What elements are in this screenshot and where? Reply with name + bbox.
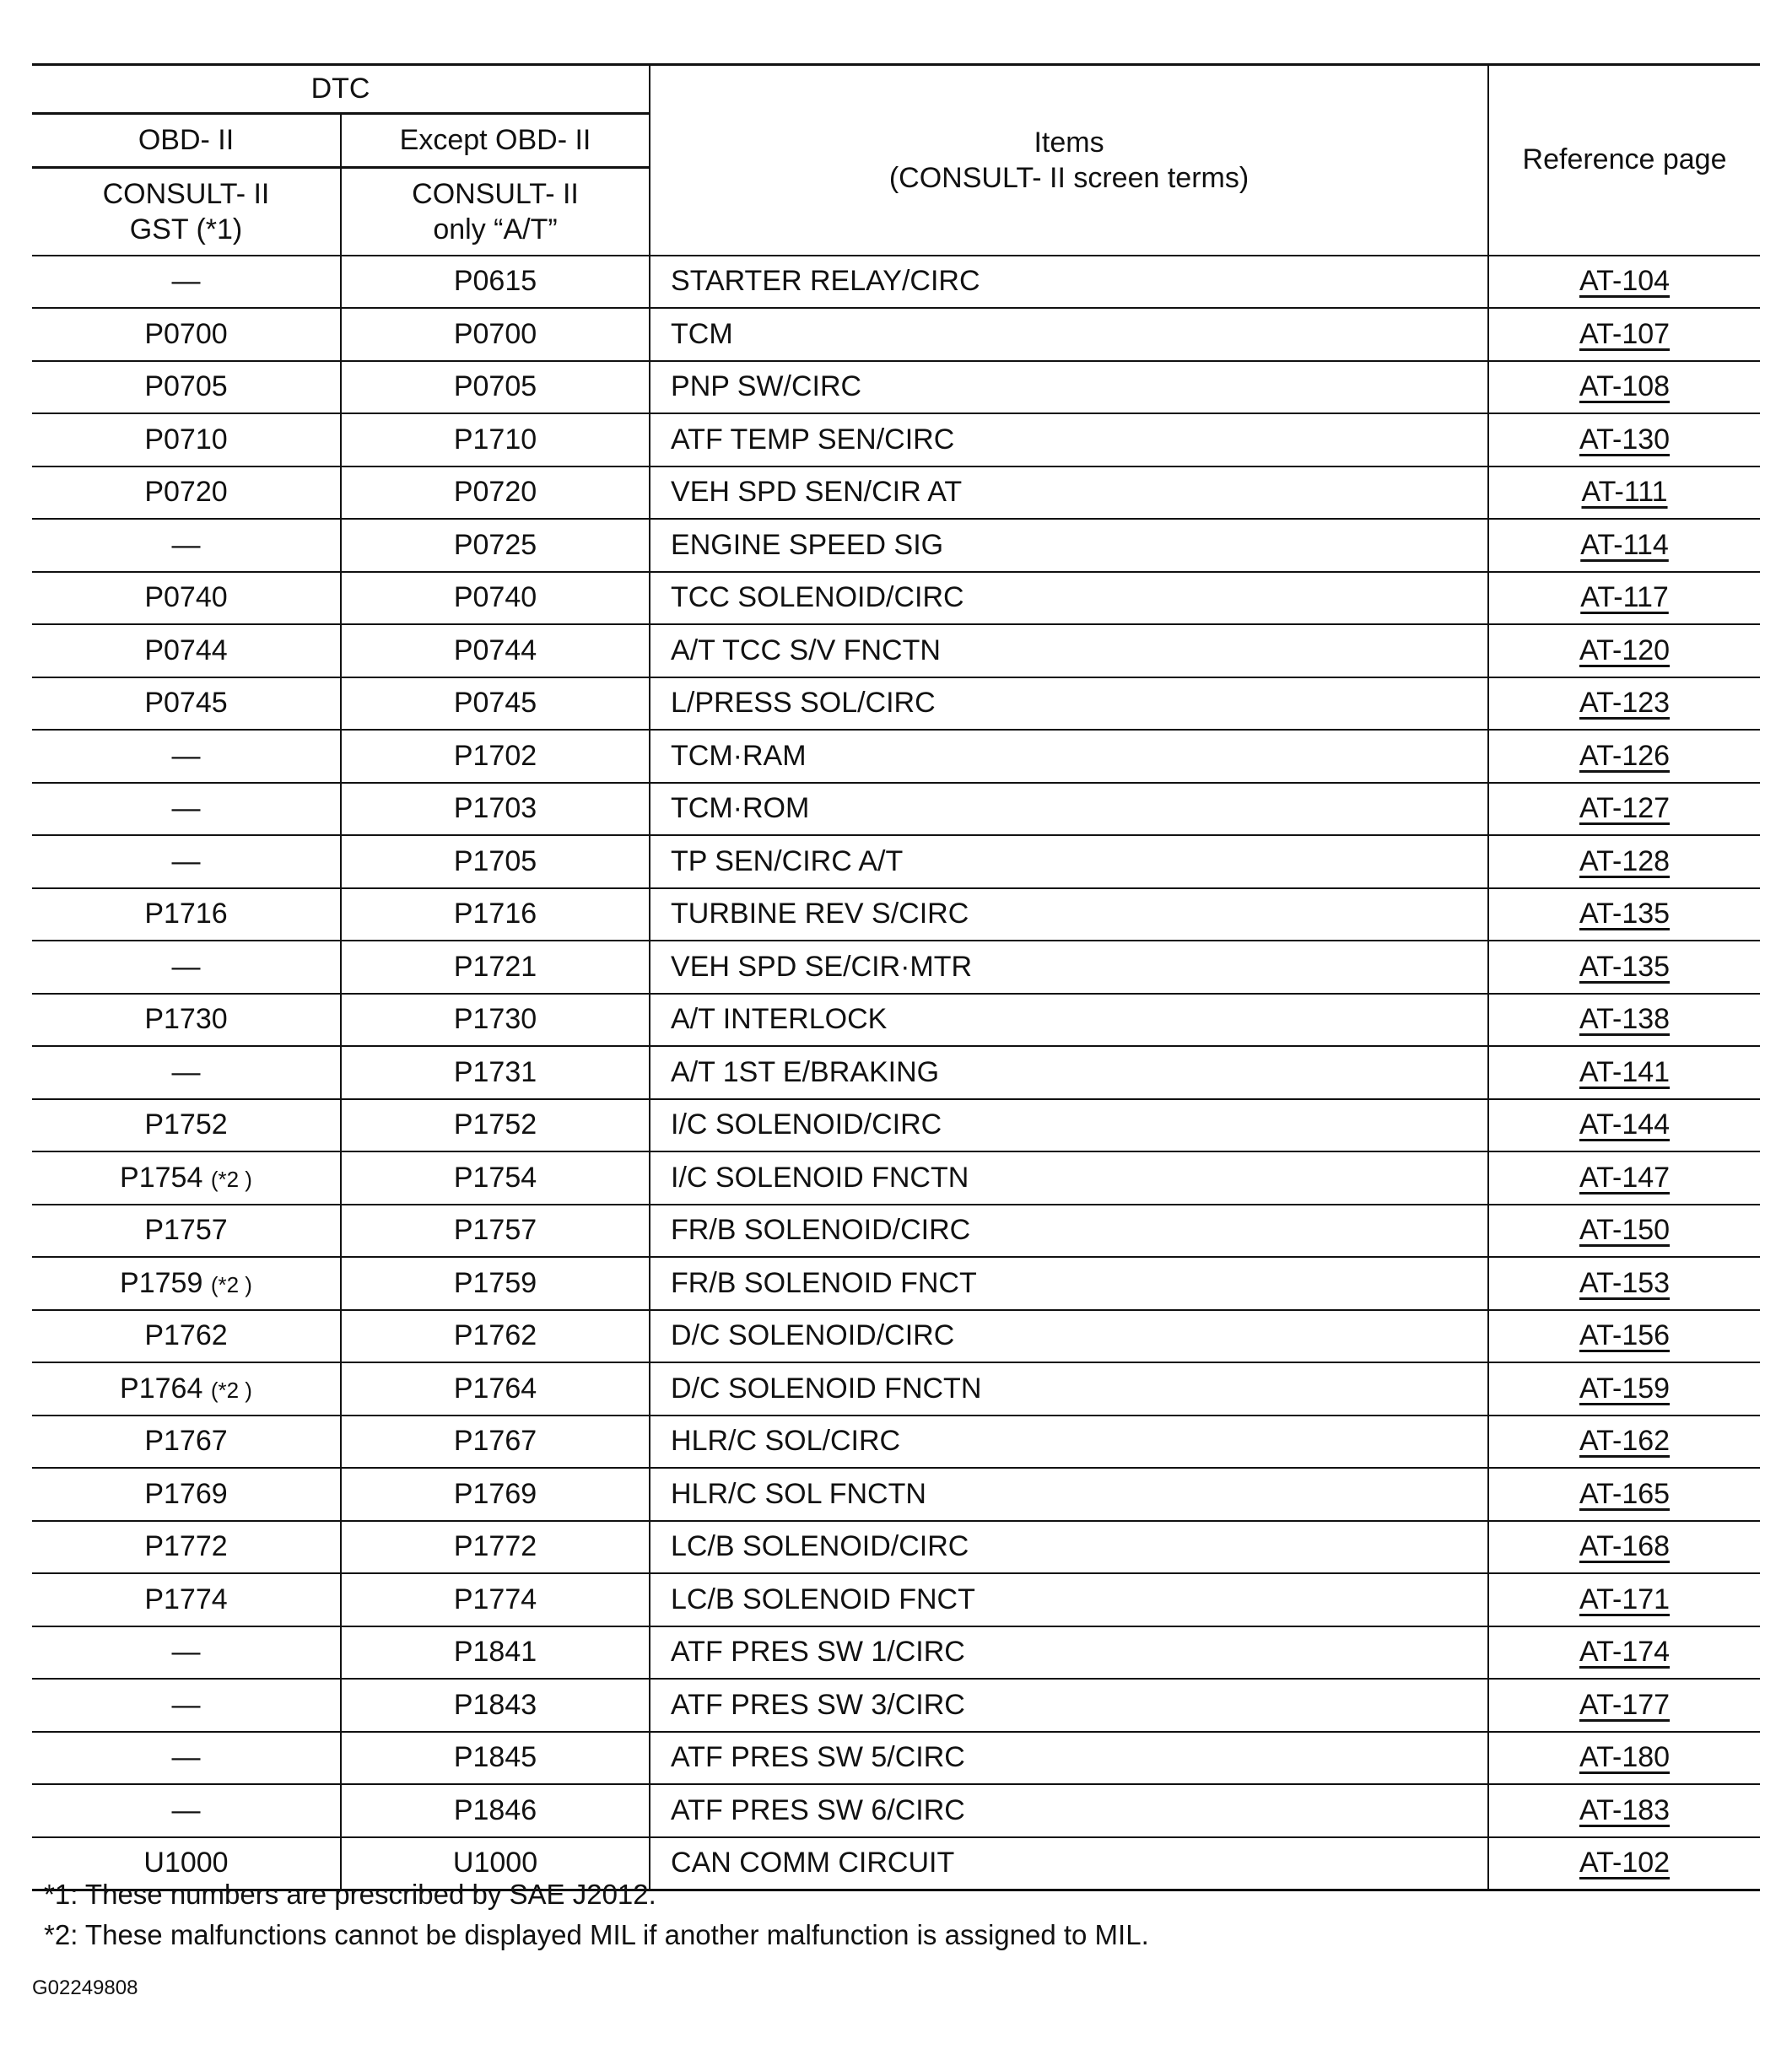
table-row (32, 677, 1760, 731)
item-cell: ENGINE SPEED SIG (650, 519, 1488, 572)
table-row (32, 1679, 1760, 1732)
item-cell: I/C SOLENOID/CIRC (650, 1099, 1488, 1152)
except-obd2-header: Except OBD- II (341, 114, 650, 168)
reference-link[interactable]: AT-123 (1579, 687, 1671, 720)
reference-cell (1488, 677, 1760, 731)
obd2-code: P1772 (144, 1530, 228, 1563)
consult-code-cell: P1716 (341, 888, 650, 941)
reference-cell (1488, 1784, 1760, 1837)
consult-only-line2: only “A/T” (433, 213, 558, 245)
obd2-code: — (171, 844, 201, 877)
reference-link[interactable]: AT-135 (1579, 950, 1671, 983)
reference-cell (1488, 783, 1760, 836)
obd2-code-cell (32, 1257, 341, 1310)
table-row (32, 1573, 1760, 1626)
item-cell: TCC SOLENOID/CIRC (650, 572, 1488, 625)
obd2-code-cell (32, 519, 341, 572)
item-cell: A/T INTERLOCK (650, 994, 1488, 1047)
table-row (32, 1099, 1760, 1152)
table-row (32, 1046, 1760, 1099)
table-header (32, 65, 1760, 256)
obd2-code: P0700 (144, 317, 228, 350)
reference-link[interactable]: AT-171 (1579, 1583, 1671, 1615)
table-row (32, 1362, 1760, 1416)
consult-code-cell: P0740 (341, 572, 650, 625)
item-cell: TP SEN/CIRC A/T (650, 835, 1488, 888)
obd2-code: — (171, 528, 201, 561)
obd2-code-cell (32, 1626, 341, 1680)
reference-cell (1488, 572, 1760, 625)
obd2-code-cell (32, 361, 341, 414)
reference-link[interactable]: AT-144 (1579, 1108, 1671, 1141)
reference-cell (1488, 1837, 1760, 1890)
reference-link[interactable]: AT-128 (1579, 844, 1671, 877)
reference-cell (1488, 888, 1760, 941)
obd2-code: U1000 (143, 1847, 229, 1879)
consult-gst-header (32, 168, 341, 256)
item-cell: LC/B SOLENOID FNCT (650, 1573, 1488, 1626)
reference-link[interactable]: AT-174 (1579, 1636, 1671, 1669)
obd2-code-cell (32, 730, 341, 783)
item-cell: TURBINE REV S/CIRC (650, 888, 1488, 941)
item-cell: HLR/C SOL/CIRC (650, 1416, 1488, 1469)
table-row (32, 1521, 1760, 1574)
item-cell: ATF PRES SW 3/CIRC (650, 1679, 1488, 1732)
consult-code-cell: U1000 (341, 1837, 650, 1890)
obd2-code-cell (32, 1784, 341, 1837)
obd2-code: — (171, 792, 201, 825)
obd2-code-cell (32, 835, 341, 888)
item-cell: HLR/C SOL FNCTN (650, 1468, 1488, 1521)
obd2-code-cell (32, 783, 341, 836)
footnote-marker: (*2 ) (210, 1271, 252, 1297)
reference-link[interactable]: AT-147 (1579, 1161, 1671, 1194)
reference-link[interactable]: AT-153 (1579, 1266, 1671, 1299)
obd2-code: P1759 (120, 1266, 203, 1299)
consult-code-cell: P0725 (341, 519, 650, 572)
consult-code-cell: P1759 (341, 1257, 650, 1310)
consult-code-cell: P0720 (341, 466, 650, 520)
obd2-code: P0710 (144, 423, 228, 456)
obd2-code: P0745 (144, 687, 228, 720)
reference-cell (1488, 1046, 1760, 1099)
items-header (650, 65, 1488, 256)
obd2-code-cell (32, 677, 341, 731)
reference-link[interactable]: AT-117 (1580, 581, 1669, 614)
consult-only-line1: CONSULT- II (412, 177, 579, 210)
reference-link[interactable]: AT-180 (1579, 1741, 1671, 1774)
item-cell: L/PRESS SOL/CIRC (650, 677, 1488, 731)
reference-link[interactable]: AT-150 (1579, 1214, 1671, 1247)
consult-code-cell: P0615 (341, 256, 650, 309)
obd2-code: P0744 (144, 634, 228, 666)
consult-gst-line2: GST (*1) (129, 213, 243, 245)
reference-link[interactable]: AT-130 (1579, 423, 1671, 456)
consult-code-cell: P1731 (341, 1046, 650, 1099)
reference-link[interactable]: AT-127 (1579, 792, 1671, 825)
table-row (32, 256, 1760, 309)
reference-cell (1488, 994, 1760, 1047)
table-row (32, 730, 1760, 783)
item-cell: I/C SOLENOID FNCTN (650, 1151, 1488, 1205)
reference-cell (1488, 308, 1760, 361)
consult-code-cell: P1757 (341, 1205, 650, 1258)
obd2-code: P0740 (144, 581, 228, 614)
table-row (32, 1205, 1760, 1258)
table-row (32, 888, 1760, 941)
reference-cell (1488, 1310, 1760, 1363)
table-row (32, 941, 1760, 994)
reference-link[interactable]: AT-159 (1579, 1372, 1671, 1405)
reference-link[interactable]: AT-135 (1579, 898, 1671, 930)
obd2-code-cell (32, 1468, 341, 1521)
reference-link[interactable]: AT-126 (1579, 739, 1671, 772)
table-row (32, 308, 1760, 361)
figure-id: G02249808 (32, 1976, 138, 1999)
obd2-code: P1754 (120, 1161, 203, 1194)
reference-cell (1488, 1573, 1760, 1626)
item-cell: D/C SOLENOID/CIRC (650, 1310, 1488, 1363)
reference-link[interactable]: AT-168 (1579, 1530, 1671, 1563)
reference-cell (1488, 835, 1760, 888)
reference-cell (1488, 1679, 1760, 1732)
obd2-code-cell (32, 466, 341, 520)
consult-code-cell: P1762 (341, 1310, 650, 1363)
dtc-header: DTC (32, 65, 650, 114)
reference-header: Reference page (1488, 65, 1760, 256)
consult-code-cell: P1845 (341, 1732, 650, 1785)
reference-link[interactable]: AT-156 (1579, 1319, 1671, 1352)
reference-link[interactable]: AT-138 (1579, 1003, 1671, 1036)
footnotes (44, 1874, 1149, 1955)
reference-cell (1488, 256, 1760, 309)
table-row (32, 1468, 1760, 1521)
obd2-code: — (171, 739, 201, 772)
reference-link[interactable]: AT-108 (1579, 370, 1671, 403)
obd2-code-cell (32, 1205, 341, 1258)
item-cell: ATF PRES SW 5/CIRC (650, 1732, 1488, 1785)
reference-link[interactable]: AT-141 (1579, 1055, 1671, 1088)
reference-link[interactable]: AT-111 (1581, 476, 1668, 509)
reference-cell (1488, 519, 1760, 572)
reference-cell (1488, 1416, 1760, 1469)
items-header-line1: Items (1034, 126, 1104, 159)
obd2-code: P1757 (144, 1214, 228, 1247)
reference-cell (1488, 466, 1760, 520)
footnote-marker: (*2 ) (210, 1166, 252, 1192)
item-cell: FR/B SOLENOID FNCT (650, 1257, 1488, 1310)
item-cell: ATF PRES SW 1/CIRC (650, 1626, 1488, 1680)
reference-cell (1488, 1257, 1760, 1310)
obd2-code-cell (32, 256, 341, 309)
reference-cell (1488, 941, 1760, 994)
consult-code-cell: P1767 (341, 1416, 650, 1469)
table-row (32, 1310, 1760, 1363)
consult-code-cell: P1846 (341, 1784, 650, 1837)
obd2-code: — (171, 1793, 201, 1826)
reference-cell (1488, 1521, 1760, 1574)
consult-code-cell: P1705 (341, 835, 650, 888)
table-row (32, 572, 1760, 625)
consult-code-cell: P1752 (341, 1099, 650, 1152)
table-row (32, 783, 1760, 836)
consult-code-cell: P0700 (341, 308, 650, 361)
obd2-code-cell (32, 624, 341, 677)
item-cell: FR/B SOLENOID/CIRC (650, 1205, 1488, 1258)
reference-cell (1488, 1151, 1760, 1205)
obd2-code-cell (32, 1679, 341, 1732)
reference-link[interactable]: AT-120 (1579, 634, 1671, 666)
obd2-code: — (171, 265, 201, 298)
obd2-code: P1769 (144, 1477, 228, 1510)
item-cell: TCM·RAM (650, 730, 1488, 783)
table-row (32, 1151, 1760, 1205)
obd2-code-cell (32, 1099, 341, 1152)
table-row (32, 1732, 1760, 1785)
consult-code-cell: P1769 (341, 1468, 650, 1521)
reference-cell (1488, 1099, 1760, 1152)
item-cell: TCM (650, 308, 1488, 361)
item-cell: VEH SPD SE/CIR·MTR (650, 941, 1488, 994)
consult-code-cell: P1710 (341, 413, 650, 466)
obd2-code-cell (32, 888, 341, 941)
reference-cell (1488, 730, 1760, 783)
consult-code-cell: P1774 (341, 1573, 650, 1626)
reference-link[interactable]: AT-165 (1579, 1477, 1671, 1510)
table-row (32, 1784, 1760, 1837)
reference-cell (1488, 361, 1760, 414)
obd2-code-cell (32, 308, 341, 361)
item-cell: ATF TEMP SEN/CIRC (650, 413, 1488, 466)
reference-link[interactable]: AT-102 (1579, 1847, 1671, 1879)
obd2-code: — (171, 950, 201, 983)
obd2-code-cell (32, 1362, 341, 1416)
consult-code-cell: P1702 (341, 730, 650, 783)
obd2-code-cell (32, 1573, 341, 1626)
consult-code-cell: P1841 (341, 1626, 650, 1680)
obd2-code: P1764 (120, 1372, 203, 1405)
obd2-code: P1752 (144, 1108, 228, 1141)
obd2-code: P1774 (144, 1583, 228, 1615)
obd2-code-cell (32, 1310, 341, 1363)
reference-link[interactable]: AT-177 (1579, 1688, 1671, 1721)
consult-gst-line1: CONSULT- II (102, 177, 270, 210)
item-cell: VEH SPD SEN/CIR AT (650, 466, 1488, 520)
obd2-header: OBD- II (32, 114, 341, 168)
obd2-code-cell (32, 941, 341, 994)
obd2-code: P1730 (144, 1003, 228, 1036)
table-row (32, 1626, 1760, 1680)
consult-code-cell: P0745 (341, 677, 650, 731)
table-row (32, 994, 1760, 1047)
obd2-code: P1716 (144, 898, 228, 930)
item-cell: ATF PRES SW 6/CIRC (650, 1784, 1488, 1837)
obd2-code: — (171, 1055, 201, 1088)
footnote-2: *2: These malfunctions cannot be displayed MIL if another malfunction is assigned to MIL. (44, 1919, 1149, 1950)
consult-code-cell: P1721 (341, 941, 650, 994)
consult-code-cell: P1703 (341, 783, 650, 836)
reference-link[interactable]: AT-107 (1579, 317, 1671, 350)
table-row (32, 361, 1760, 414)
table-row (32, 624, 1760, 677)
footnote-marker: (*2 ) (210, 1377, 252, 1403)
reference-cell (1488, 624, 1760, 677)
obd2-code-cell (32, 1151, 341, 1205)
item-cell: STARTER RELAY/CIRC (650, 256, 1488, 309)
consult-only-header (341, 168, 650, 256)
obd2-code: — (171, 1636, 201, 1669)
dtc-table (32, 63, 1760, 1891)
table-row (32, 1257, 1760, 1310)
consult-code-cell: P1764 (341, 1362, 650, 1416)
table-row (32, 413, 1760, 466)
obd2-code: P0705 (144, 370, 228, 403)
item-cell: LC/B SOLENOID/CIRC (650, 1521, 1488, 1574)
reference-cell (1488, 1362, 1760, 1416)
reference-cell (1488, 413, 1760, 466)
obd2-code: P0720 (144, 476, 228, 509)
reference-cell (1488, 1205, 1760, 1258)
table-row (32, 835, 1760, 888)
obd2-code-cell (32, 413, 341, 466)
obd2-code: — (171, 1688, 201, 1721)
reference-link[interactable]: AT-104 (1579, 265, 1671, 298)
item-cell: TCM·ROM (650, 783, 1488, 836)
items-header-line2: (CONSULT- II screen terms) (888, 161, 1250, 194)
reference-link[interactable]: AT-183 (1579, 1793, 1671, 1826)
consult-code-cell: P1843 (341, 1679, 650, 1732)
table-row (32, 1416, 1760, 1469)
obd2-code-cell (32, 1416, 341, 1469)
item-cell: D/C SOLENOID FNCTN (650, 1362, 1488, 1416)
item-cell: A/T TCC S/V FNCTN (650, 624, 1488, 677)
consult-code-cell: P0705 (341, 361, 650, 414)
item-cell: A/T 1ST E/BRAKING (650, 1046, 1488, 1099)
reference-cell (1488, 1468, 1760, 1521)
table-row (32, 519, 1760, 572)
obd2-code-cell (32, 1521, 341, 1574)
reference-link[interactable]: AT-114 (1580, 528, 1669, 561)
obd2-code-cell (32, 1046, 341, 1099)
reference-cell (1488, 1626, 1760, 1680)
consult-code-cell: P1730 (341, 994, 650, 1047)
obd2-code-cell (32, 1732, 341, 1785)
obd2-code-cell (32, 994, 341, 1047)
obd2-code: — (171, 1741, 201, 1774)
table-body (32, 256, 1760, 1890)
consult-code-cell: P1754 (341, 1151, 650, 1205)
obd2-code-cell (32, 572, 341, 625)
reference-cell (1488, 1732, 1760, 1785)
table-row (32, 466, 1760, 520)
consult-code-cell: P0744 (341, 624, 650, 677)
consult-code-cell: P1772 (341, 1521, 650, 1574)
footnote-1: *1: These numbers are prescribed by SAE J2012. (44, 1879, 656, 1910)
item-cell: PNP SW/CIRC (650, 361, 1488, 414)
obd2-code: P1762 (144, 1319, 228, 1352)
reference-link[interactable]: AT-162 (1579, 1425, 1671, 1458)
item-cell: CAN COMM CIRCUIT (650, 1837, 1488, 1890)
obd2-code: P1767 (144, 1425, 228, 1458)
